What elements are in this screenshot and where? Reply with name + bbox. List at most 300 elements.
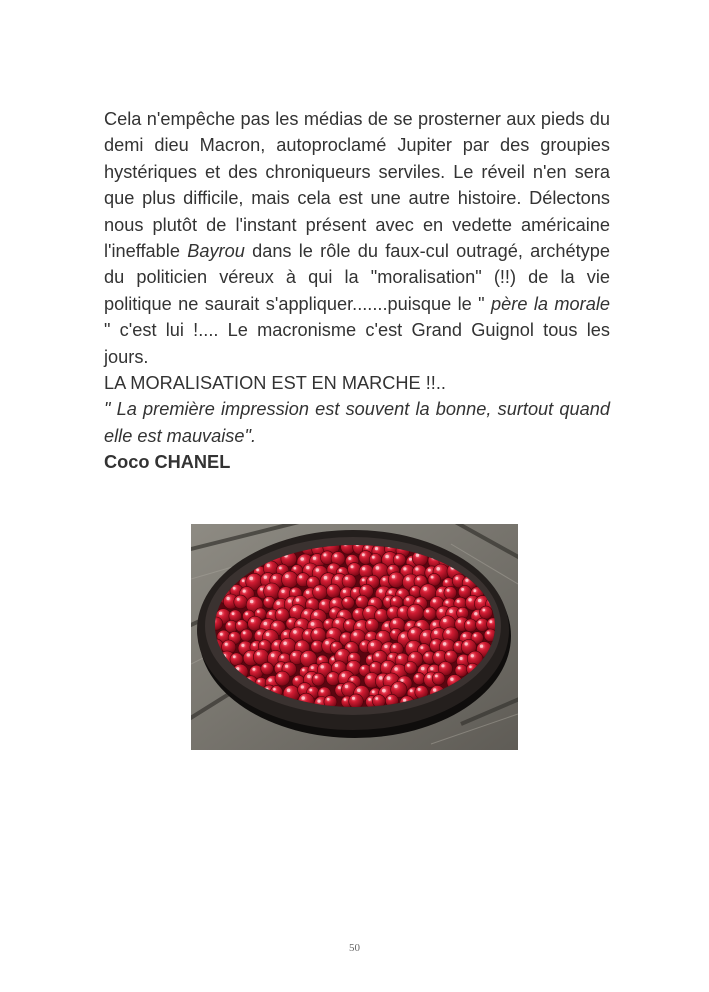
- currant-berry: [234, 595, 248, 609]
- berry-highlight: [315, 676, 318, 679]
- berry-highlight: [449, 609, 453, 613]
- berry-highlight: [428, 569, 431, 572]
- berry-highlight: [393, 645, 396, 648]
- berry-highlight: [228, 623, 231, 626]
- berry-highlight: [349, 663, 352, 666]
- berry-highlight: [340, 612, 343, 615]
- berry-highlight: [238, 622, 241, 625]
- berry-highlight: [468, 598, 471, 601]
- berry-highlight: [219, 612, 222, 615]
- berry-highlight: [352, 697, 355, 700]
- berry-highlight: [411, 630, 415, 634]
- berry-highlight: [278, 674, 281, 677]
- berry-highlight: [266, 633, 270, 637]
- berry-highlight: [458, 667, 461, 670]
- berry-highlight: [237, 598, 240, 601]
- berry-highlight: [368, 656, 371, 659]
- paragraph-italic-phrase: père la morale: [491, 293, 610, 314]
- berry-highlight: [331, 657, 334, 660]
- berry-highlight: [409, 558, 412, 561]
- berry-highlight: [383, 578, 386, 581]
- paragraph-text-part-1: Cela n'empêche pas les médias de se prosterner aux pieds du demi dieu Macron, autoproclamé Jupiter par des groupies hystériques et des chroniqueurs serviles. Le réveil n'en sera que plus difficile, mais cela est une autre histoire. Délectons nous plutôt de l'instant présent avec en vedette américaine l'ineffable: [104, 109, 610, 262]
- currant-berry: [432, 672, 445, 685]
- berry-highlight: [316, 588, 319, 591]
- berry-highlight: [372, 556, 375, 559]
- berry-highlight: [393, 620, 396, 623]
- berry-highlight: [344, 698, 347, 701]
- berry-highlight: [345, 577, 348, 580]
- berry-highlight: [389, 655, 392, 658]
- main-paragraph: [104, 106, 610, 370]
- berry-highlight: [295, 678, 298, 681]
- berry-highlight: [278, 611, 281, 614]
- berry-highlight: [309, 689, 312, 692]
- berry-highlight: [426, 610, 429, 613]
- berry-highlight: [447, 653, 450, 656]
- berry-highlight: [317, 700, 320, 703]
- berry-highlight: [321, 690, 324, 693]
- berry-highlight: [322, 602, 325, 605]
- berry-highlight: [283, 642, 287, 646]
- currant-berry: [388, 572, 404, 588]
- berry-highlight: [467, 621, 470, 624]
- berry-highlight: [273, 576, 276, 579]
- currant-berry: [444, 650, 457, 663]
- berry-highlight: [334, 554, 337, 557]
- berry-highlight: [439, 609, 442, 612]
- berry-highlight: [489, 620, 492, 623]
- berry-highlight: [311, 666, 314, 669]
- berry-highlight: [309, 579, 312, 582]
- berry-highlight: [298, 643, 301, 646]
- berry-highlight: [458, 620, 461, 623]
- berry-highlight: [313, 557, 316, 560]
- currant-berry: [407, 604, 424, 621]
- berry-highlight: [353, 589, 356, 592]
- berry-highlight: [293, 608, 297, 612]
- berry-highlight: [267, 586, 271, 590]
- berry-highlight: [338, 652, 342, 656]
- berry-highlight: [245, 612, 248, 615]
- berry-highlight: [321, 665, 324, 668]
- berry-highlight: [264, 665, 267, 668]
- berry-highlight: [367, 676, 370, 679]
- berry-highlight: [394, 685, 398, 689]
- berry-highlight: [372, 664, 375, 667]
- berry-highlight: [285, 665, 288, 668]
- berry-highlight: [293, 630, 297, 634]
- berry-highlight: [252, 668, 255, 671]
- berry-highlight: [232, 612, 235, 615]
- berry-highlight: [400, 679, 403, 682]
- page-body: [104, 106, 610, 476]
- berry-highlight: [351, 565, 354, 568]
- berry-highlight: [445, 580, 448, 583]
- page-number: 50: [349, 942, 360, 954]
- berry-highlight: [225, 643, 228, 646]
- berry-highlight: [251, 619, 254, 622]
- berry-highlight: [304, 654, 308, 658]
- berry-highlight: [330, 566, 333, 569]
- berry-highlight: [478, 621, 481, 624]
- berry-highlight: [362, 567, 365, 570]
- berry-highlight: [233, 587, 236, 590]
- berry-highlight: [401, 634, 405, 638]
- berry-highlight: [233, 655, 236, 658]
- berry-highlight: [406, 577, 410, 581]
- berry-highlight: [261, 642, 264, 645]
- currant-berry: [342, 574, 356, 588]
- berry-highlight: [420, 646, 423, 649]
- berry-highlight: [220, 633, 223, 636]
- paragraph-text-part-2: dans le rôle du faux-cul outragé, archétype du politicien véreux à qui la "moralisation" (!!) de la vie politique ne saurait s'appliquer.......puisque le ": [104, 241, 610, 314]
- berry-highlight: [257, 610, 260, 613]
- currant-berry: [393, 554, 406, 567]
- berry-highlight: [433, 622, 436, 625]
- currant-berry: [230, 653, 243, 666]
- berry-highlight: [335, 664, 338, 667]
- berry-highlight: [293, 653, 296, 656]
- berry-highlight: [268, 678, 271, 681]
- berry-highlight: [435, 675, 438, 678]
- paragraph-text-part-3: " c'est lui !.... Le macronisme c'est Grand Guignol tous les jours.: [104, 320, 610, 367]
- berry-highlight: [443, 642, 447, 646]
- berry-highlight: [231, 634, 234, 637]
- berry-highlight: [418, 688, 421, 691]
- berry-highlight: [460, 657, 463, 660]
- berry-highlight: [319, 657, 322, 660]
- berry-highlight: [379, 589, 383, 593]
- currant-berry: [349, 694, 364, 709]
- berry-highlight: [257, 652, 260, 655]
- berry-highlight: [292, 590, 295, 593]
- berry-highlight: [277, 664, 280, 667]
- berry-highlight: [333, 644, 336, 647]
- currant-berry: [240, 629, 252, 641]
- berry-highlight: [347, 644, 350, 647]
- berry-highlight: [300, 557, 304, 561]
- currant-berry: [313, 585, 328, 600]
- berry-highlight: [403, 699, 406, 702]
- berry-highlight: [309, 600, 312, 603]
- berry-highlight: [314, 630, 317, 633]
- berry-highlight: [281, 656, 284, 659]
- berry-highlight: [243, 590, 246, 593]
- berry-highlight: [399, 591, 402, 594]
- berry-highlight: [306, 591, 309, 594]
- berry-highlight: [386, 598, 389, 601]
- berry-highlight: [382, 689, 386, 693]
- berry-highlight: [256, 569, 259, 572]
- headline: LA MORALISATION EST EN MARCHE !!..: [104, 373, 446, 394]
- berry-highlight: [421, 667, 425, 671]
- berry-highlight: [398, 656, 401, 659]
- berry-highlight: [433, 599, 436, 602]
- berry-highlight: [379, 633, 382, 636]
- berry-highlight: [463, 634, 466, 637]
- currant-berry: [261, 662, 274, 675]
- berry-highlight: [276, 601, 280, 605]
- berry-highlight: [447, 589, 450, 592]
- berry-highlight: [423, 633, 427, 637]
- berry-highlight: [427, 675, 430, 678]
- currant-berry: [275, 671, 290, 686]
- berry-highlight: [387, 676, 391, 680]
- berry-highlight: [242, 579, 245, 582]
- red-currants-photo: [191, 524, 518, 750]
- berry-highlight: [385, 555, 389, 559]
- berry-highlight: [441, 664, 444, 667]
- berry-highlight: [482, 609, 485, 612]
- berry-highlight: [250, 600, 254, 604]
- berry-highlight: [362, 553, 365, 556]
- currant-berry: [480, 606, 493, 619]
- berry-highlight: [302, 669, 305, 672]
- berry-highlight: [363, 587, 366, 590]
- berry-highlight: [445, 601, 448, 604]
- berry-highlight: [269, 612, 272, 615]
- quote-author: Coco CHANEL: [104, 452, 231, 473]
- berry-highlight: [343, 590, 346, 593]
- berry-highlight: [455, 577, 458, 580]
- berry-highlight: [316, 568, 319, 571]
- berry-highlight: [342, 635, 345, 638]
- berry-highlight: [433, 641, 436, 644]
- berry-highlight: [327, 698, 330, 701]
- berry-highlight: [407, 623, 410, 626]
- berry-highlight: [431, 576, 434, 579]
- berry-highlight: [474, 634, 477, 637]
- berry-highlight: [480, 645, 483, 648]
- berry-highlight: [294, 567, 297, 570]
- berry-highlight: [287, 689, 291, 693]
- berry-highlight: [376, 653, 379, 656]
- berry-highlight: [357, 623, 361, 627]
- berry-highlight: [348, 557, 351, 560]
- berry-highlight: [474, 612, 477, 615]
- berry-highlight: [266, 599, 269, 602]
- berry-highlight: [368, 698, 371, 701]
- berry-highlight: [358, 598, 361, 601]
- berry-highlight: [390, 567, 393, 570]
- berry-highlight: [385, 624, 388, 627]
- berry-highlight: [461, 588, 464, 591]
- berry-highlight: [330, 587, 333, 590]
- berry-highlight: [487, 631, 490, 634]
- berry-highlight: [304, 611, 307, 614]
- berry-highlight: [411, 607, 415, 611]
- berry-highlight: [241, 644, 244, 647]
- berry-highlight: [379, 676, 383, 680]
- berry-highlight: [450, 678, 453, 681]
- berry-highlight: [335, 576, 339, 580]
- berry-highlight: [417, 578, 420, 581]
- berry-highlight: [412, 588, 415, 591]
- berry-highlight: [299, 575, 302, 578]
- berry-highlight: [372, 690, 375, 693]
- berry-highlight: [393, 598, 396, 601]
- berry-highlight: [473, 589, 476, 592]
- berry-highlight: [264, 622, 268, 626]
- berry-highlight: [409, 643, 413, 647]
- berry-highlight: [260, 588, 263, 591]
- berry-highlight: [471, 654, 474, 657]
- currant-berry: [312, 673, 325, 686]
- currant-berry: [423, 607, 436, 620]
- berry-highlight: [329, 631, 333, 635]
- currant-berry: [326, 584, 340, 598]
- berry-highlight: [301, 696, 305, 700]
- berry-highlight: [392, 631, 395, 634]
- berry-highlight: [311, 622, 315, 626]
- berry-highlight: [389, 590, 392, 593]
- berry-highlight: [456, 643, 459, 646]
- berry-highlight: [446, 630, 450, 634]
- berry-highlight: [417, 623, 420, 626]
- berry-highlight: [332, 609, 335, 612]
- berry-highlight: [350, 655, 353, 658]
- berry-highlight: [394, 667, 398, 671]
- berry-highlight: [371, 643, 375, 647]
- berry-highlight: [338, 686, 341, 689]
- berry-highlight: [375, 697, 378, 700]
- currant-berry: [365, 618, 379, 632]
- berry-highlight: [396, 556, 399, 559]
- berry-highlight: [279, 567, 282, 570]
- berry-highlight: [406, 598, 409, 601]
- berry-highlight: [439, 589, 442, 592]
- berry-highlight: [346, 621, 349, 624]
- berry-highlight: [271, 654, 275, 658]
- berry-highlight: [378, 611, 381, 614]
- berry-highlight: [253, 643, 256, 646]
- berry-highlight: [264, 576, 267, 579]
- berry-highlight: [384, 663, 387, 666]
- berry-highlight: [362, 667, 365, 670]
- currant-berry: [444, 586, 457, 599]
- currant-berry: [342, 596, 355, 609]
- berry-highlight: [465, 642, 468, 645]
- berry-highlight: [342, 674, 346, 678]
- berry-highlight: [323, 553, 326, 556]
- berry-highlight: [288, 599, 292, 603]
- berry-highlight: [296, 598, 299, 601]
- berry-highlight: [368, 621, 371, 624]
- berry-highlight: [306, 566, 309, 569]
- berry-highlight: [298, 621, 301, 624]
- berry-highlight: [284, 632, 287, 635]
- berry-highlight: [351, 678, 354, 681]
- berry-highlight: [314, 643, 317, 646]
- berry-highlight: [465, 579, 468, 582]
- berry-highlight: [423, 587, 427, 591]
- berry-highlight: [384, 645, 387, 648]
- berry-highlight: [273, 623, 276, 626]
- berry-highlight: [403, 567, 406, 570]
- berry-highlight: [436, 653, 439, 656]
- currant-berry: [413, 673, 425, 685]
- berry-highlight: [415, 567, 418, 570]
- berry-highlight: [314, 612, 318, 616]
- berry-highlight: [371, 600, 374, 603]
- paragraph-italic-name: Bayrou: [187, 241, 245, 262]
- berry-highlight: [325, 641, 329, 645]
- berry-highlight: [345, 599, 348, 602]
- berry-highlight: [400, 608, 403, 611]
- berry-highlight: [247, 653, 250, 656]
- berry-highlight: [368, 634, 371, 637]
- red-currants-illustration: [191, 524, 518, 750]
- berry-highlight: [289, 620, 292, 623]
- berry-highlight: [436, 567, 440, 571]
- berry-highlight: [345, 685, 348, 688]
- currant-berry: [282, 571, 299, 588]
- berry-highlight: [366, 608, 370, 612]
- berry-highlight: [257, 632, 260, 635]
- berry-highlight: [392, 575, 395, 578]
- berry-highlight: [355, 610, 358, 613]
- berry-highlight: [329, 674, 332, 677]
- berry-highlight: [388, 697, 391, 700]
- berry-highlight: [375, 547, 378, 550]
- berry-highlight: [332, 600, 335, 603]
- berry-highlight: [430, 667, 433, 670]
- berry-highlight: [459, 610, 462, 613]
- berry-highlight: [301, 685, 304, 688]
- currant-berry: [464, 619, 477, 632]
- berry-highlight: [390, 609, 393, 612]
- berry-highlight: [324, 576, 328, 580]
- berry-highlight: [339, 569, 342, 572]
- berry-highlight: [469, 666, 472, 669]
- berry-highlight: [354, 633, 357, 636]
- berry-highlight: [416, 554, 419, 557]
- berry-highlight: [226, 597, 229, 600]
- berry-highlight: [410, 689, 413, 692]
- berry-highlight: [362, 579, 365, 582]
- berry-highlight: [443, 619, 447, 623]
- berry-highlight: [416, 675, 419, 678]
- berry-highlight: [307, 675, 311, 679]
- quote: " La première impression est souvent la bonne, surtout quand elle est mauvaise".: [104, 399, 610, 446]
- berry-highlight: [362, 642, 365, 645]
- berry-highlight: [478, 599, 482, 603]
- berry-highlight: [326, 621, 329, 624]
- berry-highlight: [274, 642, 277, 645]
- berry-highlight: [407, 664, 410, 667]
- berry-highlight: [335, 620, 339, 624]
- berry-highlight: [243, 631, 246, 634]
- berry-highlight: [433, 688, 436, 691]
- berry-highlight: [305, 631, 308, 634]
- berry-highlight: [376, 566, 380, 570]
- berry-highlight: [258, 680, 261, 683]
- berry-highlight: [434, 631, 438, 635]
- berry-highlight: [369, 578, 372, 581]
- berry-highlight: [273, 688, 276, 691]
- berry-highlight: [281, 590, 284, 593]
- berry-highlight: [366, 546, 369, 549]
- berry-highlight: [249, 577, 253, 581]
- berry-highlight: [267, 564, 270, 567]
- berry-highlight: [417, 599, 420, 602]
- currant-berry: [404, 662, 417, 675]
- berry-highlight: [457, 600, 460, 603]
- berry-highlight: [357, 689, 361, 693]
- berry-highlight: [425, 654, 428, 657]
- berry-highlight: [285, 574, 289, 578]
- berry-highlight: [411, 654, 414, 657]
